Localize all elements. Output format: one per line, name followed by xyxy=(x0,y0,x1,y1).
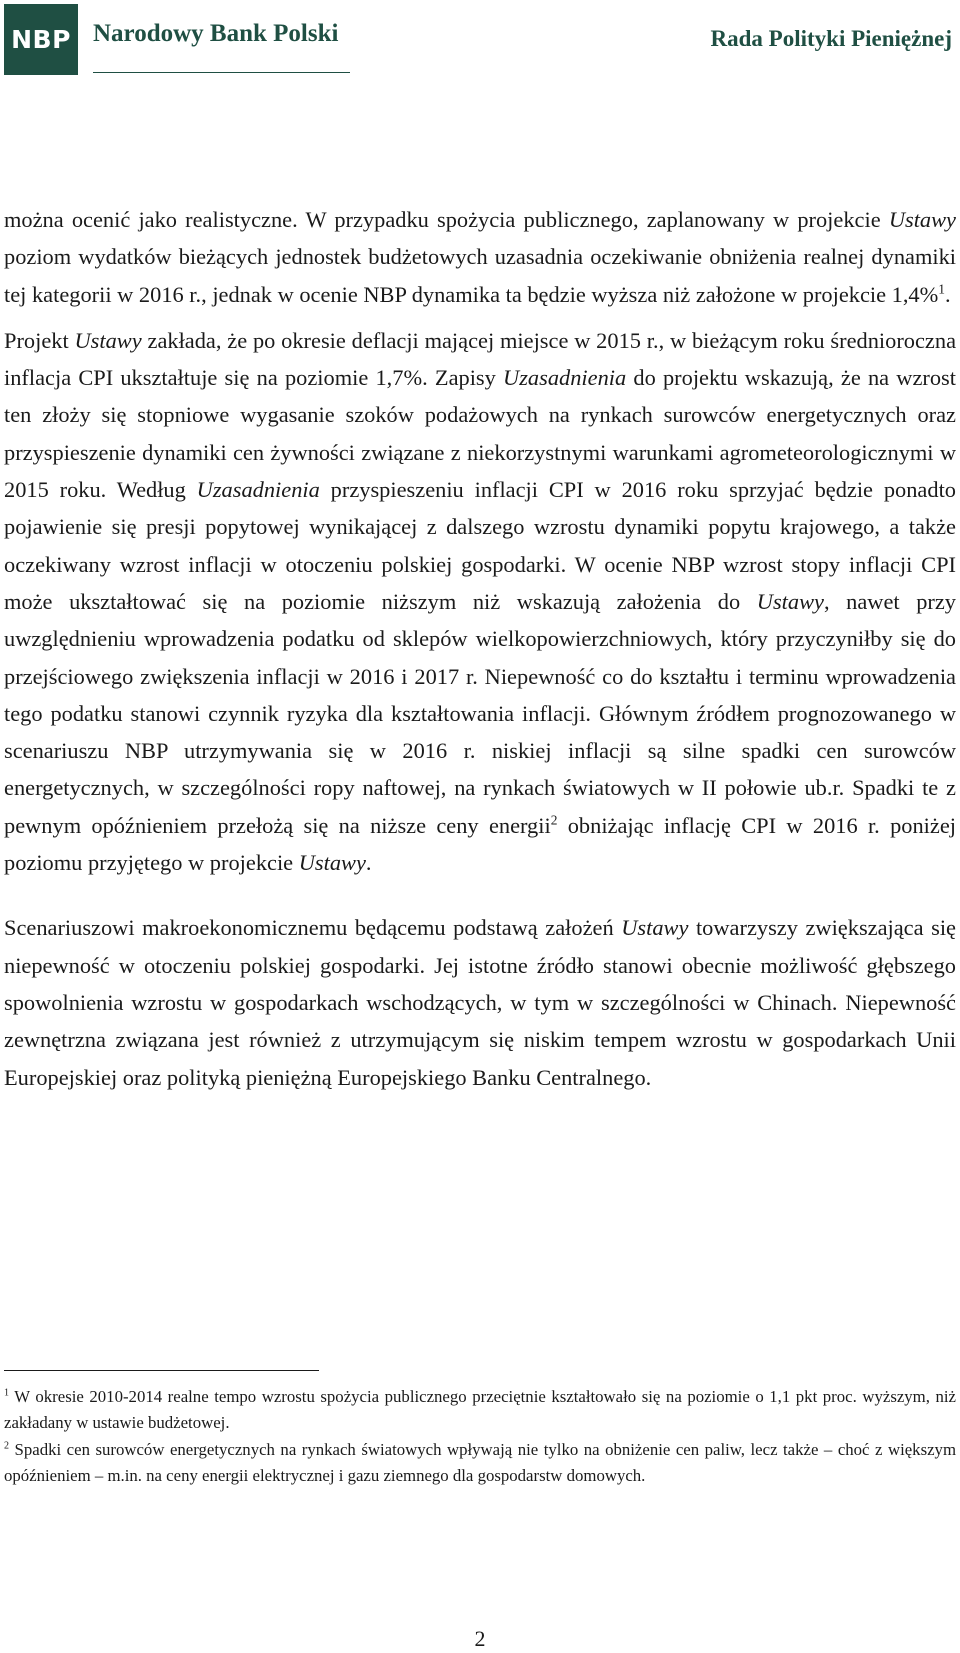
text-run: przyspieszeniu inflacji CPI w 2016 roku sprzyjać będzie ponadto pojawienie się presji popytowej wynikającej z dalszego wzrostu dynamiki popytu krajowego, a także oczekiwany wzrost inflacji w otoczeniu polskiej gospodarki. W ocenie NBP wzrost stopy inflacji CPI może ukształtować się na poziomie niższym niż wskazują założenia do xyxy=(4,477,956,614)
paragraph-1 xyxy=(4,201,956,313)
text-run: Scenariuszowi makroekonomicznemu będącemu podstawą założeń xyxy=(4,915,622,941)
footnote-text: W okresie 2010-2014 realne tempo wzrostu spożycia publicznego przeciętnie kształtowało się na poziomie o 1,1 pkt proc. wyższym, niż zakładany w ustawie budżetowej. xyxy=(4,1387,956,1433)
text-run: zakłada, że po okresie deflacji mającej miejsce w 2015 r., w bieżącym roku średnioroczna inflacja CPI ukształtuje się na poziomie 1,7%. Zapisy xyxy=(4,327,957,391)
footnote-1 xyxy=(4,1384,956,1437)
page-number: 2 xyxy=(474,1626,486,1651)
document-body xyxy=(4,201,956,1096)
text-run: , nawet przy uwzględnieniu wprowadzenia podatku od sklepów wielkopowierzchniowych, który przyczyniłby się do przejściowego zwiększenia inflacji w 2016 i 2017 r. Niepewność co do kształtu i terminu wprowadzenia tego podatku stanowi czynnik ryzyka dla kształtowania inflacji. Głównym źródłem prognozowanego w scenariuszu NBP utrzymywania się w 2016 r. niskiej inflacji są silne spadki cen surowców energetycznych, w szczególności ropy naftowej, na rynkach światowych w II połowie ub.r. Spadki te z pewnym opóźnieniem przełożą się na niższe ceny energii xyxy=(4,588,956,838)
bank-name-underline xyxy=(93,72,350,73)
italic-term: Ustawy xyxy=(888,207,956,232)
text-run: towarzyszy zwiększająca się niepewność w otoczeniu polskiej gospodarki. Jej istotne źródło stanowi obecnie możliwość głębszego spowolnienia wzrostu w gospodarkach wschodzących, w tym w szczególności w Chinach. Niepewność zewnętrzna związana jest również z utrzymującym się niskim tempem wzrostu w gospodarkach Unii Europejskiej oraz polityką pieniężną Europejskiego Banku Centralnego. xyxy=(4,915,956,1090)
italic-term: Ustawy xyxy=(74,327,142,353)
footnote-2 xyxy=(4,1437,956,1490)
footnote-separator xyxy=(4,1370,319,1371)
text-run: obniżając inflację CPI w 2016 r. poniżej poziomu przyjętego w projekcie xyxy=(4,812,956,876)
footnote-number: 2 xyxy=(4,1440,10,1451)
text-run: . xyxy=(945,281,951,307)
footnote-ref-2[interactable]: 2 xyxy=(550,812,558,828)
italic-term: Ustawy xyxy=(756,588,824,614)
council-name: Rada Polityki Pieniężnej xyxy=(710,26,952,51)
paragraph-3 xyxy=(4,909,956,1095)
italic-term: Ustawy xyxy=(621,915,689,941)
paragraph-2 xyxy=(4,322,956,881)
text-run: . xyxy=(365,850,372,876)
footnote-number: 1 xyxy=(4,1387,10,1399)
text-run: można ocenić jako realistyczne. W przypadku spożycia publicznego, zaplanowany w projekcie xyxy=(4,207,889,232)
text-run: poziom wydatków bieżących jednostek budżetowych uzasadnia oczekiwanie obniżenia realnej dynamiki tej kategorii w 2016 r., jednak w ocenie NBP dynamika ta będzie wyższa niż założone w projekcie 1,4% xyxy=(4,244,956,307)
footnotes xyxy=(4,1384,956,1489)
nbp-logo: NBP xyxy=(4,4,78,75)
italic-term: Uzasadnienia xyxy=(503,365,627,391)
text-run: do projektu wskazują, że na wzrost ten złoży się stopniowe wygasanie szoków podażowych na rynkach surowców energetycznych oraz przyspieszenie dynamiki cen żywności związane z niekorzystnymi warunkami agrometeorologicznymi w 2015 roku. Według xyxy=(4,365,956,503)
italic-term: Uzasadnienia xyxy=(196,477,320,503)
footnote-ref-1[interactable]: 1 xyxy=(938,281,946,297)
italic-term: Ustawy xyxy=(298,850,366,876)
page-header xyxy=(0,0,960,80)
text-run: Projekt xyxy=(4,327,75,353)
footnote-text: Spadki cen surowców energetycznych na rynkach światowych wpływają nie tylko na obniżenie cen paliw, lecz także – choć z większym opóźnieniem – m.in. na ceny energii elektrycznej i gazu ziemnego dla gospodarstw domowych. xyxy=(4,1439,956,1485)
bank-name: Narodowy Bank Polski xyxy=(93,20,339,47)
